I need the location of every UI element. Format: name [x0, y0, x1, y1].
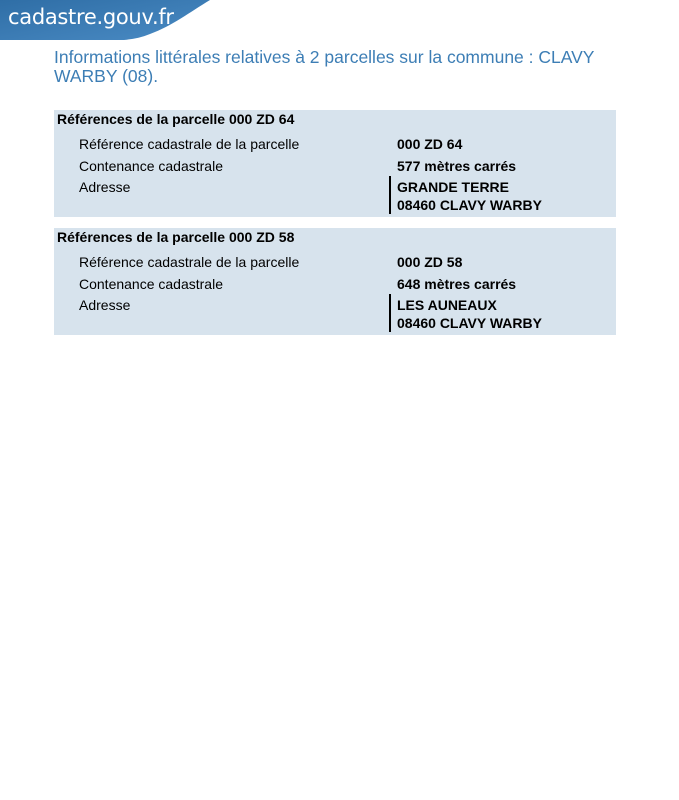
parcel-heading: Références de la parcelle 000 ZD 64 [57, 111, 295, 127]
address-label: Adresse [79, 179, 131, 195]
parcel-heading: Références de la parcelle 000 ZD 58 [57, 229, 295, 245]
contenance-label: Contenance cadastrale [79, 276, 223, 292]
cadastre-logo[interactable] [0, 0, 210, 40]
address-divider [389, 176, 391, 214]
reference-value: 000 ZD 58 [397, 254, 463, 270]
contenance-value: 648 mètres carrés [397, 276, 517, 292]
address-line-2: 08460 CLAVY WARBY [397, 197, 542, 213]
contenance-value: 577 mètres carrés [397, 158, 517, 174]
reference-label: Référence cadastrale de la parcelle [79, 136, 300, 152]
parcel-panel [54, 110, 616, 217]
reference-value: 000 ZD 64 [397, 136, 463, 152]
address-divider [389, 294, 391, 332]
address-label: Adresse [79, 297, 131, 313]
address-line-2: 08460 CLAVY WARBY [397, 315, 542, 331]
address-line-1: GRANDE TERRE [397, 179, 510, 195]
reference-label: Référence cadastrale de la parcelle [79, 254, 300, 270]
page-title: Informations littérales relatives à 2 parcelles sur la commune : CLAVY WARBY (08). [54, 47, 595, 86]
contenance-label: Contenance cadastrale [79, 158, 223, 174]
logo-text: cadastre.gouv.fr [8, 5, 174, 29]
parcel-panel [54, 228, 616, 335]
address-line-1: LES AUNEAUX [397, 297, 497, 313]
